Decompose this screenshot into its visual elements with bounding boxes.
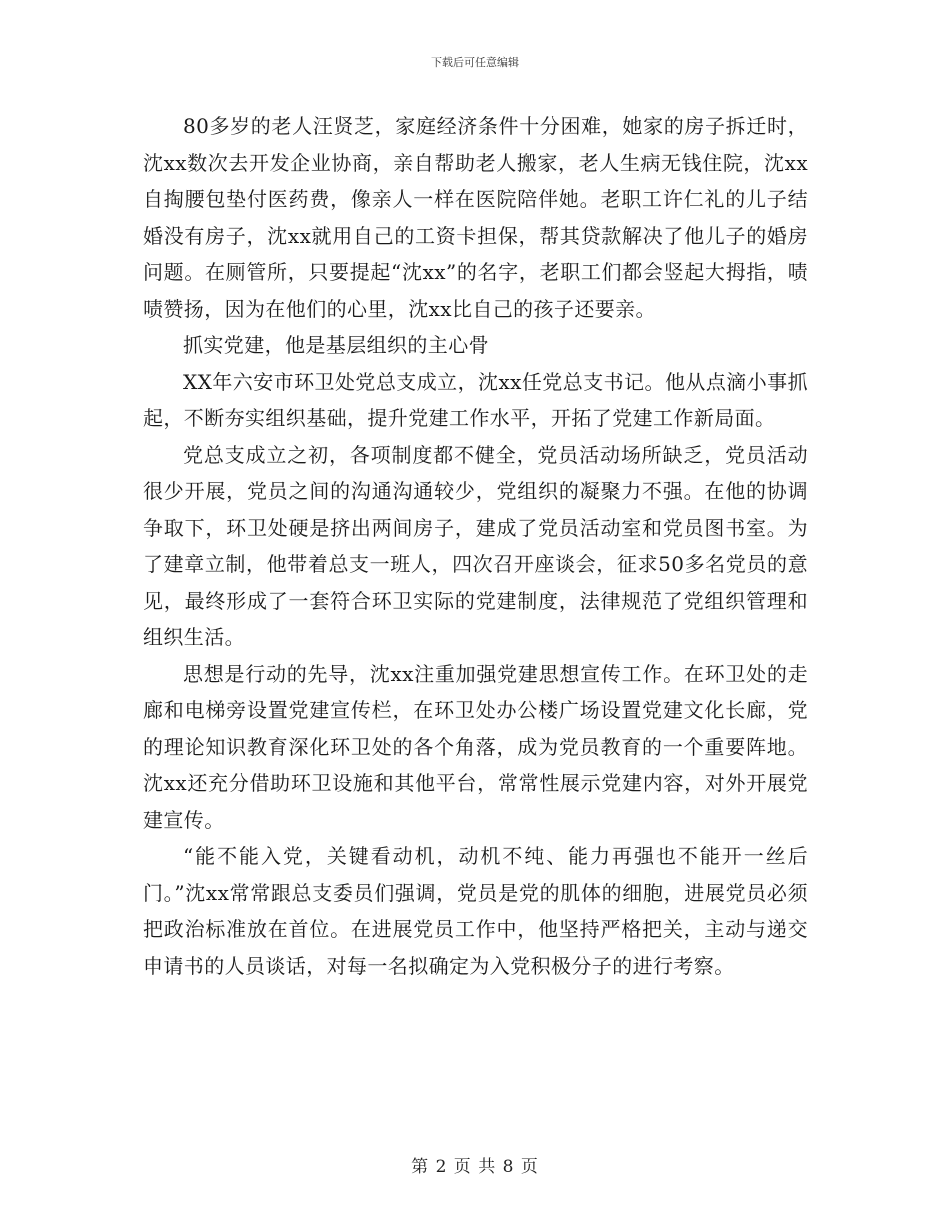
document-body	[143, 108, 808, 984]
paragraph: 思想是行动的先导，沈xx注重加强党建思想宣传工作。在环卫处的走廊和电梯旁设置党建宣传栏，在环卫处办公楼广场设置党建文化长廊，党的理论知识教育深化环卫处的各个角落，成为党员教育的一个重要阵地。沈xx还充分借助环卫设施和其他平台，常常性展示党建内容，对外开展党建宣传。	[143, 661, 808, 832]
page-header-note: 下载后可任意编辑	[431, 56, 519, 69]
paragraph: XX年六安市环卫处党总支成立，沈xx任党总支书记。他从点滴小事抓起，不断夯实组织基础，提升党建工作水平，开拓了党建工作新局面。	[143, 369, 808, 430]
section-heading: 抓实党建，他是基层组织的主心骨	[183, 333, 489, 357]
paragraph: 党总支成立之初，各项制度都不健全，党员活动场所缺乏，党员活动很少开展，党员之间的沟通沟通较少，党组织的凝聚力不强。在他的协调争取下，环卫处硬是挤出两间房子，建成了党员活动室和党员图书室。为了建章立制，他带着总支一班人，四次召开座谈会，征求50多名党员的意见，最终形成了一套符合环卫实际的党建制度，法律规范了党组织管理和组织生活。	[143, 442, 808, 649]
paragraph: 80多岁的老人汪贤芝，家庭经济条件十分困难，她家的房子拆迁时，沈xx数次去开发企业协商，亲自帮助老人搬家，老人生病无钱住院，沈xx自掏腰包垫付医药费，像亲人一样在医院陪伴她。老职工许仁礼的儿子结婚没有房子，沈xx就用自己的工资卡担保，帮其贷款解决了他儿子的婚房问题。在厕管所，只要提起“沈xx”的名字，老职工们都会竖起大拇指，啧啧赞扬，因为在他们的心里，沈xx比自己的孩子还要亲。	[143, 114, 808, 321]
paragraph: “能不能入党，关键看动机，动机不纯、能力再强也不能开一丝后门。”沈xx常常跟总支委员们强调，党员是党的肌体的细胞，进展党员必须把政治标准放在首位。在进展党员工作中，他坚持严格把关，主动与递交申请书的人员谈话，对每一名拟确定为入党积极分子的进行考察。	[143, 844, 808, 978]
page-number-footer: 第 2 页 共 8 页	[411, 1157, 539, 1177]
